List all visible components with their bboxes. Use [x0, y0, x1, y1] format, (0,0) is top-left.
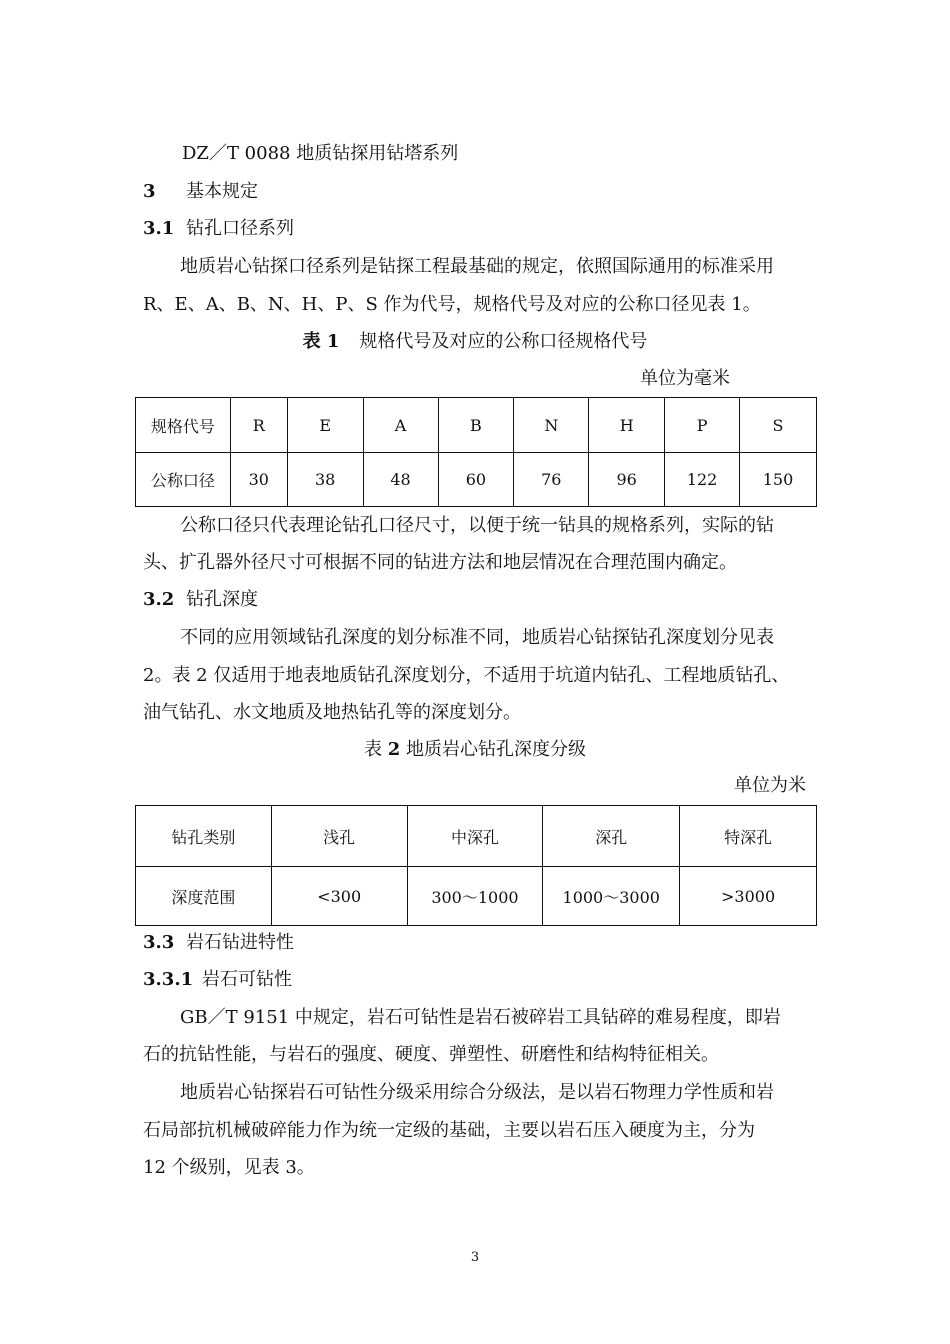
table-2-cell: 深孔	[543, 806, 680, 867]
section-3-1-heading	[143, 217, 294, 241]
table-1-cell: 122	[665, 453, 740, 507]
table-2-caption-text: 地质岩心钻孔深度分级	[400, 739, 586, 760]
table-2-cell: 中深孔	[407, 806, 543, 867]
table-2-cell: 钻孔类别	[136, 806, 272, 867]
table-1-caption-number: 表 1	[302, 331, 340, 352]
paragraph-5-line-3: 12 个级别，见表 3。	[143, 1157, 315, 1178]
table-2-caption-number: 2	[387, 739, 401, 760]
paragraph-1-line-2: R、E、A、B、N、H、P、S 作为代号，规格代号及对应的公称口径见表 1。	[143, 294, 761, 315]
paragraph-2-line-1: 公称口径只代表理论钻孔口径尺寸，以便于统一钻具的规格系列，实际的钻	[180, 515, 774, 536]
table-1-cell: 规格代号	[136, 398, 231, 453]
paragraph-5-line-2: 石局部抗机械破碎能力作为统一定级的基础，主要以岩石压入硬度为主，分为	[143, 1120, 755, 1141]
table-1-cell: N	[514, 398, 589, 453]
page-number: 3	[470, 1250, 480, 1265]
table-1-cell: P	[665, 398, 740, 453]
paragraph-5-line-1: 地质岩心钻探岩石可钻性分级采用综合分级法，是以岩石物理力学性质和岩	[180, 1082, 774, 1103]
section-3-3-1-number: 3.3.1	[143, 969, 194, 990]
table-2-cell: <300	[271, 867, 407, 926]
section-3-3-number: 3.3	[143, 932, 175, 953]
table-1-cell: B	[438, 398, 514, 453]
table-2-row-range	[136, 867, 817, 926]
paragraph-4-line-2: 石的抗钻性能，与岩石的强度、硬度、弹塑性、研磨性和结构特征相关。	[143, 1044, 719, 1065]
table-1-cell: E	[287, 398, 363, 453]
paragraph-3-line-2: 2。表 2 仅适用于地表地质钻孔深度划分，不适用于坑道内钻孔、工程地质钻孔、	[143, 665, 790, 686]
table-2-cell: 300～1000	[407, 867, 543, 926]
table-1-cell: R	[230, 398, 287, 453]
section-3-title: 基本规定	[186, 181, 258, 202]
table-1-cell: 150	[740, 453, 817, 507]
table-1	[135, 397, 817, 507]
table-1-cell: H	[589, 398, 665, 453]
table-1-cell: 76	[514, 453, 589, 507]
section-3-1-number: 3.1	[143, 218, 175, 239]
table-2-caption-prefix: 表	[364, 739, 388, 760]
table-2	[135, 805, 817, 926]
table-1-row-code	[136, 398, 817, 453]
table-2-cell: 1000～3000	[543, 867, 680, 926]
paragraph-4-line-1: GB／T 9151 中规定，岩石可钻性是岩石被碎岩工具钻碎的难易程度，即岩	[180, 1007, 781, 1028]
table-2-caption	[0, 738, 950, 762]
table-2-unit: 单位为米	[734, 775, 806, 796]
section-3-number: 3	[143, 181, 156, 202]
table-2-cell: 深度范围	[136, 867, 272, 926]
table-1-cell: 48	[363, 453, 438, 507]
standard-reference-dz0088: DZ／T 0088 地质钻探用钻塔系列	[182, 143, 459, 164]
section-3-3-title: 岩石钻进特性	[186, 932, 294, 953]
section-3-heading	[143, 180, 258, 204]
table-1-caption	[0, 330, 950, 354]
table-2-cell: 特深孔	[680, 806, 817, 867]
table-1-cell: 公称口径	[136, 453, 231, 507]
section-3-3-1-title: 岩石可钻性	[202, 969, 292, 990]
table-1-unit: 单位为毫米	[640, 368, 730, 389]
table-2-cell: >3000	[680, 867, 817, 926]
table-1-cell: 38	[287, 453, 363, 507]
table-1-cell: A	[363, 398, 438, 453]
paragraph-3-line-1: 不同的应用领域钻孔深度的划分标准不同，地质岩心钻探钻孔深度划分见表	[180, 627, 774, 648]
table-1-cell: S	[740, 398, 817, 453]
table-1-row-diameter	[136, 453, 817, 507]
table-2-cell: 浅孔	[271, 806, 407, 867]
section-3-2-title: 钻孔深度	[186, 589, 258, 610]
section-3-3-heading	[143, 931, 294, 955]
table-1-cell: 60	[438, 453, 514, 507]
section-3-2-number: 3.2	[143, 589, 175, 610]
table-2-row-category	[136, 806, 817, 867]
section-3-3-1-heading	[143, 968, 292, 992]
section-3-1-title: 钻孔口径系列	[186, 218, 294, 239]
paragraph-2-line-2: 头、扩孔器外径尺寸可根据不同的钻进方法和地层情况在合理范围内确定。	[143, 552, 737, 573]
table-1-cell: 96	[589, 453, 665, 507]
table-1-caption-text: 规格代号及对应的公称口径规格代号	[359, 331, 648, 352]
section-3-2-heading	[143, 588, 258, 612]
paragraph-1-line-1: 地质岩心钻探口径系列是钻探工程最基础的规定，依照国际通用的标准采用	[180, 256, 774, 277]
paragraph-3-line-3: 油气钻孔、水文地质及地热钻孔等的深度划分。	[143, 702, 521, 723]
table-1-cell: 30	[230, 453, 287, 507]
